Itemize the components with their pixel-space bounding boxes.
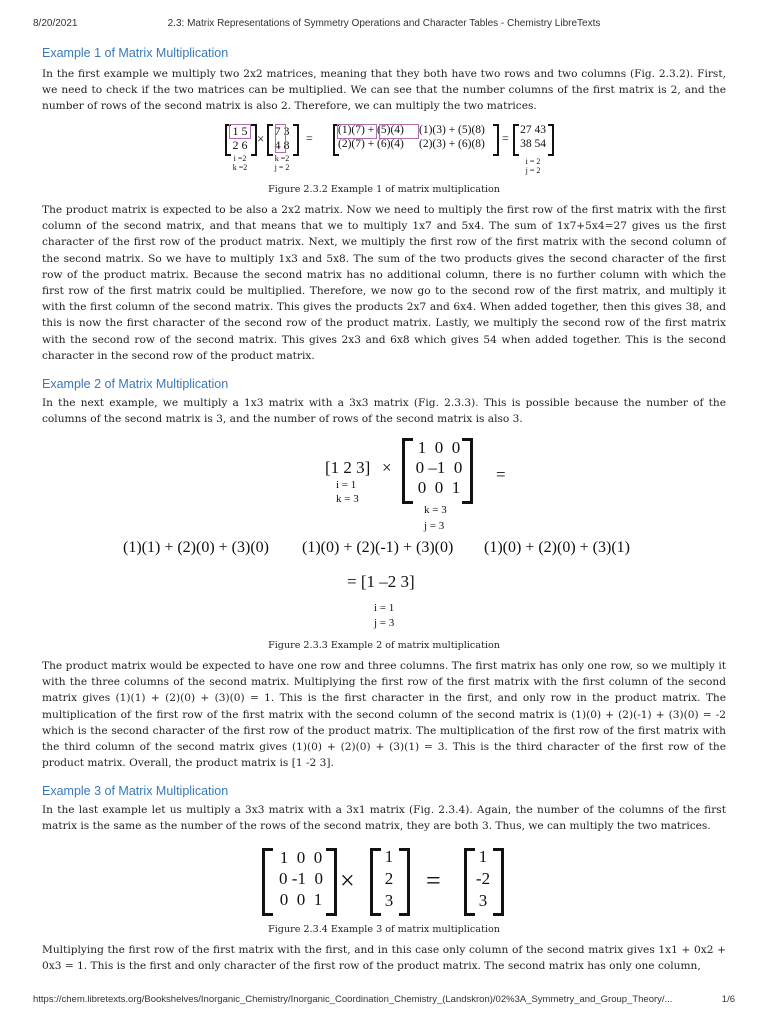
example-3-intro: In the last example let us multiply a 3x3 matrix with a 3x1 matrix (Fig. 2.3.4). Again, the number of the columns of the first matrix is the same as the number of the rows of the second matrix, they are both 3. Thus, we can multiply the two matrices. [42, 804, 726, 833]
page-footer [33, 994, 735, 1008]
source-url[interactable]: https://chem.libretexts.org/Bookshelves/Inorganic_Chemistry/Inorganic_Coordination_Chemistry_(Landskron)/02%3A_Symmetry_and_Group_Theory/... [33, 994, 673, 1005]
row-vector: [1 2 3] [325, 458, 371, 477]
matrix-a-row-2: 0 -1 0 [279, 869, 323, 888]
bracket-right [293, 124, 299, 156]
figure-2-3-3-caption: Figure 2.3.3 Example 2 of matrix multiplication [268, 640, 500, 651]
product-expansion-1-2: (1)(3) + (5)(8) [419, 124, 485, 136]
matrix-a-i-label: i =2 [233, 154, 247, 163]
bracket-right [493, 124, 499, 156]
product-expansion-2-2: (2)(3) + (6)(8) [419, 138, 485, 150]
figure-2-3-2-caption: Figure 2.3.2 Example 1 of matrix multiplication [268, 184, 500, 195]
expansion-term-3: (1)(0) + (2)(0) + (3)(1) [484, 539, 630, 556]
example-3-heading: Example 3 of Matrix Multiplication [42, 784, 229, 798]
page-number: 1/6 [721, 994, 735, 1005]
row-vector-k-label: k = 3 [336, 493, 359, 505]
matrix-b-row-3: 3 [384, 891, 394, 910]
document-title: 2.3: Matrix Representations of Symmetry Operations and Character Tables - Chemistry LibreTexts [167, 18, 601, 29]
times-sign: × [340, 866, 355, 895]
result-j-label: j = 3 [374, 617, 395, 629]
result-i-label: i = 2 [525, 157, 541, 166]
column-highlight [275, 124, 286, 153]
example-2-explanation: The product matrix would be expected to have one row and three columns. The first matrix has only one row, so we multiply it with the three columns of the second matrix. Multiplying the first row of the first matrix with the first column of the second matrix gives (1)(1) + (2)(0) + (3)(0) = 1. This is the first character in the first, and only row in the product matrix. The multiplication of the first row of the first matrix with the second column of the second matrix is (1)(0) + (2)(-1) + (3)(0) = -2 which is the second character of the first row of the product matrix. The multiplication of the first row of the first matrix with the third column of the second matrix gives (1)(0) + (2)(0) + (3)(1) = 3. This is the third character of the first row of the product matrix. Overall, the product matrix is [1 -2 3]. [42, 660, 726, 770]
result-row-2: 38 54 [520, 138, 546, 150]
matrix-j-label: j = 3 [424, 520, 445, 532]
matrix-a-row-3: 0 0 1 [279, 890, 323, 909]
matrix-row-1: 1 0 0 [417, 438, 461, 457]
example-1-explanation: The product matrix is expected to be also a 2x2 matrix. Now we need to multiply the first row of the first matrix with the first column of the second matrix, and that means that we to multiply 1x7 and 5x4. The sum of 1x7+5x4=27 gives us the first character of the first row of the product matrix. Next, we multiply the first row of the first matrix with the second column of the second matrix. So we have to multiply 1x3 and 5x8. The sum of the two products gives the second character of the first row of the product matrix. Because the second matrix has no additional column, there is no further column with which the first row of the first matrix could be multiplied. Therefore, we now go to the second row of the first matrix, and multiply it with the first column of the second matrix. This gives the products 2x7 and 6x4. When added together, then this gives 38, and this is now the first character of the second row of the product matrix. Lastly, we multiply the second row of the first matrix with the second row of the second matrix. This gives 2x3 and 6x8 which gives 54 when added together. This is the second character in the second row of the product matrix. [42, 204, 726, 362]
matrix-a-row-2: 2 6 [232, 138, 248, 152]
matrix-a-k-label: k =2 [232, 163, 248, 172]
matrix-b-row-2: 4 8 [274, 138, 290, 152]
example-1-heading: Example 1 of Matrix Multiplication [42, 46, 229, 60]
print-date: 8/20/2021 [33, 18, 78, 29]
times-sign: × [257, 131, 265, 146]
matrix-b-j-label: j = 2 [274, 163, 290, 172]
result-j-label: j = 2 [525, 166, 541, 175]
result-row-1: 27 43 [520, 124, 546, 136]
bracket-right [326, 848, 337, 916]
example-3-explanation: Multiplying the first row of the first matrix with the first, and in this case only column of the second matrix gives 1x1 + 0x2 + 0x3 = 1. This is the first and only character of the first row of the product matrix. The second matrix has only one column, [42, 944, 726, 973]
figure-2-3-4-caption: Figure 2.3.4 Example 3 of matrix multiplication [268, 924, 500, 935]
figure-2-3-2 [0, 118, 768, 182]
bracket-right [399, 848, 410, 916]
matrix-b-k-label: k =2 [274, 154, 290, 163]
product-expansion-1-1: (1)(7) + (5)(4) [338, 124, 404, 136]
term-highlight [379, 124, 419, 139]
matrix-row-3: 0 0 1 [417, 478, 461, 497]
example-2-heading: Example 2 of Matrix Multiplication [42, 377, 229, 391]
matrix-a-row-1: 1 5 [232, 124, 248, 138]
example-1-intro: In the first example we multiply two 2x2 matrices, meaning that they both have two rows and two columns (Fig. 2.3.2). First, we need to check if the two matrices can be multiplied. We can see that the number columns of the first matrix is 2, and the number of rows of the second matrix is also 2. Therefore, we can multiply the two matrices. [42, 68, 726, 113]
equals-sign-2: = [502, 131, 509, 145]
matrix-k-label: k = 3 [424, 504, 447, 516]
matrix-a-row-1: 1 0 0 [279, 848, 323, 867]
figure-2-3-4 [0, 842, 768, 918]
bracket-right [462, 438, 473, 504]
result-row-3: 3 [478, 891, 488, 910]
bracket-right [493, 848, 504, 916]
times-sign: × [382, 458, 392, 477]
bracket-right [548, 124, 554, 156]
result-row-1: 1 [478, 847, 488, 866]
expansion-term-1: (1)(1) + (2)(0) + (3)(0) [123, 539, 269, 556]
example-2-intro: In the next example, we multiply a 1x3 matrix with a 3x3 matrix (Fig. 2.3.3). This is possible because the number of the columns of the second matrix is 3, and the number of rows of the second matrix is also 3. [42, 397, 726, 426]
equals-sign: = [426, 866, 441, 895]
matrix-row-2: 0 –1 0 [415, 458, 463, 477]
result-i-label: i = 1 [374, 602, 395, 614]
result-vector: = [1 –2 3] [347, 572, 415, 591]
matrix-b-row-2: 2 [384, 869, 394, 888]
term-highlight [337, 124, 377, 139]
result-row-2: -2 [475, 869, 491, 888]
product-expansion-2-1: (2)(7) + (6)(4) [338, 138, 404, 150]
matrix-b-row-1: 1 [384, 847, 394, 866]
row-highlight [229, 124, 251, 139]
equals-sign: = [306, 131, 313, 145]
figure-2-3-3 [0, 432, 768, 632]
expansion-term-2: (1)(0) + (2)(-1) + (3)(0) [302, 539, 454, 556]
equals-sign: = [496, 465, 506, 484]
row-vector-i-label: i = 1 [336, 479, 357, 491]
page-header [33, 18, 735, 32]
matrix-b-row-1: 7 3 [274, 124, 290, 138]
